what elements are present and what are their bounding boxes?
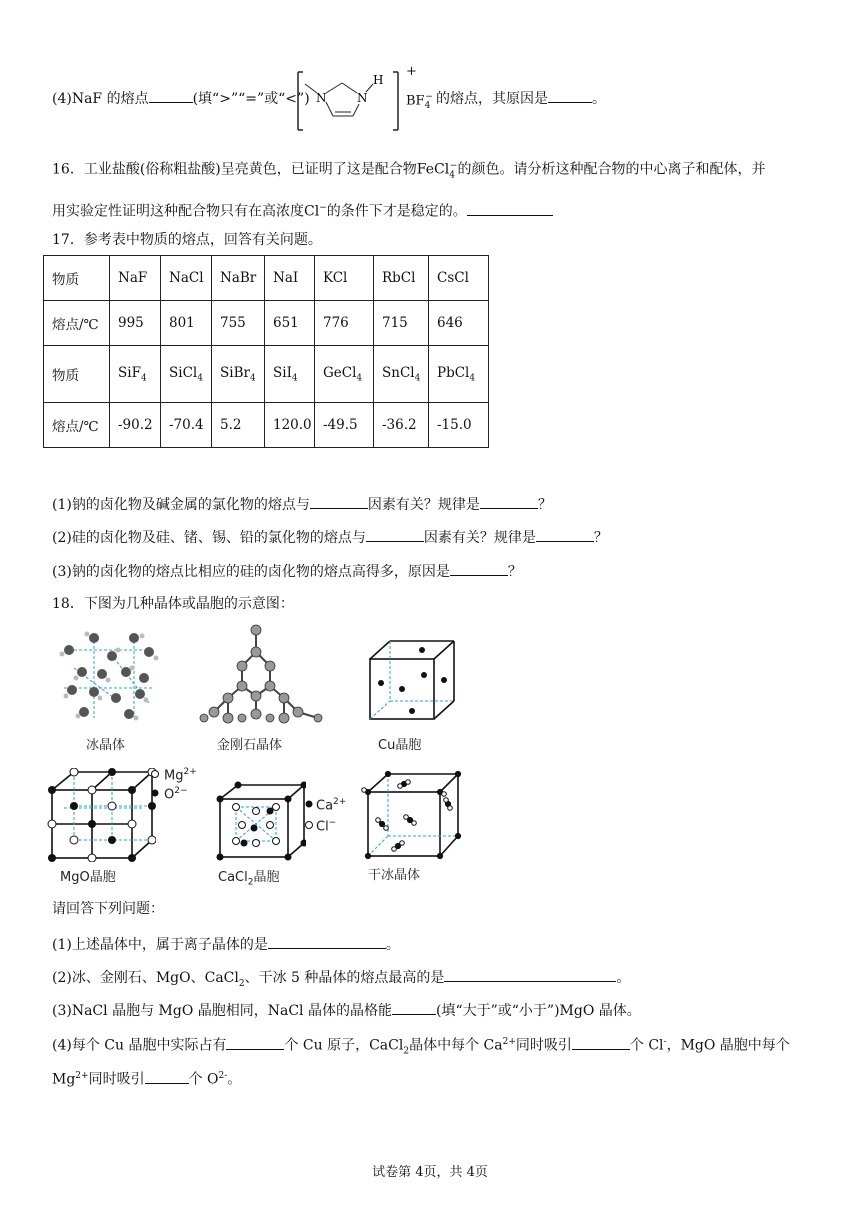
mgo-legend-markers bbox=[150, 769, 160, 801]
answer-blank[interactable] bbox=[268, 934, 386, 949]
answer-blank[interactable] bbox=[392, 1000, 436, 1015]
anion-formula: $BF_4^-$ bbox=[406, 92, 433, 111]
n2-label: N bbox=[357, 91, 368, 105]
diamond-crystal-diagram bbox=[194, 622, 324, 726]
answer-blank[interactable] bbox=[366, 527, 424, 542]
dry-ice-caption: 干冰晶体 bbox=[368, 868, 421, 883]
q16-line2: 用实验定性证明这种配合物只有在高浓度Cl−的条件下才是稳定的。 bbox=[52, 199, 553, 221]
imidazolium-structure bbox=[293, 68, 405, 132]
q18-p3: (3)NaCl 晶胞与 MgO 晶胞相同，NaCl 晶体的晶格能 (填“大于”或“小于”)MgO 晶体。 bbox=[52, 1000, 641, 1020]
answer-blank[interactable] bbox=[480, 494, 538, 509]
mgo-unit-cell-diagram bbox=[44, 768, 156, 862]
h-label: H bbox=[373, 73, 384, 87]
table-row: 熔点/℃ 995 801 755 651 776 715 646 bbox=[44, 301, 489, 346]
ice-caption: 冰晶体 bbox=[86, 738, 126, 753]
q17-intro: 17．参考表中物质的熔点，回答有关问题。 bbox=[52, 232, 322, 248]
q18-p4-line2: $Mg^{2+}$同时吸引 个 $O^{2-}$。 bbox=[52, 1067, 241, 1089]
cacl2-legend-markers bbox=[304, 799, 314, 833]
answer-blank[interactable] bbox=[145, 1069, 189, 1084]
dry-ice-crystal-diagram bbox=[360, 770, 462, 860]
q18-intro: 18．下图为几种晶体或晶胞的示意图： bbox=[52, 596, 294, 612]
melting-point-table bbox=[43, 255, 489, 448]
legend-mg: $Mg^{2+}$ bbox=[164, 767, 197, 784]
mgo-caption: MgO晶胞 bbox=[60, 870, 116, 885]
answer-blank[interactable] bbox=[467, 201, 553, 216]
answer-blank[interactable] bbox=[226, 1035, 284, 1050]
page-footer: 试卷第 4页，共 4页 bbox=[372, 1165, 488, 1180]
q17-p1: (1)钠的卤化物及碱金属的氯化物的熔点与 因素有关？规律是 ？ bbox=[52, 494, 552, 514]
cu-unit-cell-diagram bbox=[364, 635, 458, 723]
answer-blank[interactable] bbox=[310, 494, 368, 509]
q17-p3: (3)钠的卤化物的熔点比相应的硅的卤化物的熔点高得多，原因是 ？ bbox=[52, 561, 522, 581]
cu-caption: Cu晶胞 bbox=[378, 738, 422, 753]
answer-blank[interactable] bbox=[444, 967, 616, 982]
legend-o: $O^{2-}$ bbox=[164, 786, 188, 803]
cacl2-unit-cell-diagram bbox=[214, 781, 306, 861]
table-row: 物质 SiF$_4$ SiCl$_4$ SiBr$_4$ SiI$_4$ GeCl$_4$ SnCl$_4$ PbCl$_4$ bbox=[44, 346, 489, 403]
q18-p1: (1)上述晶体中，属于离子晶体的是 。 bbox=[52, 934, 400, 954]
q18-ask: 请回答下列问题： bbox=[52, 901, 164, 917]
legend-ca: $Ca^{2+}$ bbox=[316, 797, 347, 814]
ice-crystal-diagram bbox=[54, 628, 164, 723]
q15-4-suffix: 的熔点，其原因是 。 bbox=[436, 88, 606, 108]
answer-blank[interactable] bbox=[149, 88, 193, 103]
answer-blank[interactable] bbox=[450, 561, 508, 576]
table-row: 物质 NaF NaCl NaBr NaI KCl RbCl CsCl bbox=[44, 256, 489, 301]
q17-p2: (2)硅的卤化物及硅、锗、锡、铅的氯化物的熔点与 因素有关？规律是 ？ bbox=[52, 527, 608, 547]
answer-blank[interactable] bbox=[572, 1035, 630, 1050]
q18-p2: (2)冰、金刚石、MgO、CaCl$_2$、干冰 5 种晶体的熔点最高的是 。 bbox=[52, 967, 630, 993]
cation-charge: + bbox=[406, 64, 417, 79]
cacl2-caption: CaCl$_2$晶胞 bbox=[218, 870, 280, 888]
diamond-caption: 金刚石晶体 bbox=[217, 738, 283, 753]
q18-p4-line1: (4)每个 Cu 晶胞中实际占有 个 Cu 原子，CaCl$_2$晶体中每个 $Ca^{2+}$同时吸引 个 Cl-，MgO 晶胞中每个 bbox=[52, 1033, 790, 1060]
q15-4-line: (4)NaF 的熔点 (填“>”“=”或“<”) bbox=[52, 88, 310, 108]
table-row: 熔点/℃ -90.2 -70.4 5.2 120.0 -49.5 -36.2 -15.0 bbox=[44, 403, 489, 448]
answer-blank[interactable] bbox=[548, 88, 592, 103]
q16-line1: 16．工业盐酸(俗称粗盐酸)呈亮黄色，已证明了这是配合物FeCl$_4$−的颜色。请分析这种配合物的中心离子和配体，并 bbox=[52, 161, 766, 181]
n1-label: N bbox=[316, 91, 327, 105]
answer-blank[interactable] bbox=[536, 527, 594, 542]
legend-cl: Cl− bbox=[316, 818, 337, 835]
